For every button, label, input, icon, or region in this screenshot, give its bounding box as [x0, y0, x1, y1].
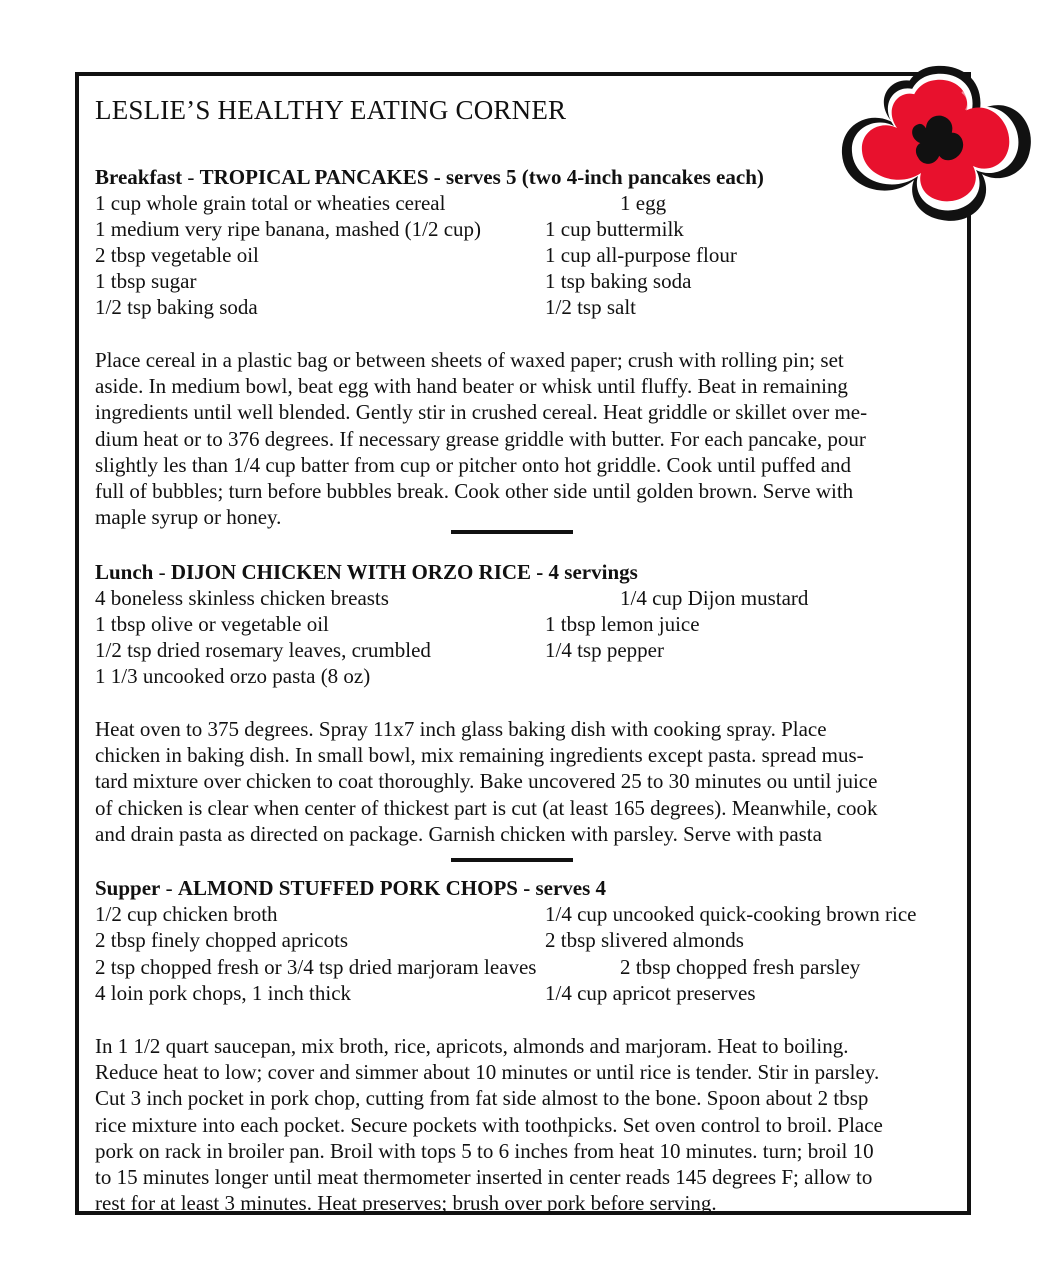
breakfast-directions: [95, 347, 965, 530]
section-divider: [451, 858, 573, 862]
ingredient-left: 1 medium very ripe banana, mashed (1/2 cup): [95, 217, 482, 241]
ingredient-left: 1 tbsp olive or vegetable oil: [95, 612, 329, 636]
dish-name: ALMOND STUFFED PORK CHOPS: [177, 876, 518, 900]
direction-line: tard mixture over chicken to coat thoroughly. Bake uncovered 25 to 30 minutes ou until juice: [95, 769, 878, 794]
direction-line: In 1 1/2 quart saucepan, mix broth, rice, apricots, almonds and marjoram. Heat to boiling.: [95, 1034, 849, 1058]
direction-line: to 15 minutes longer until meat thermometer inserted in center reads 145 degrees F; allow to: [95, 1165, 873, 1190]
direction-line: of chicken is clear when center of thickest part is cut (at least 165 degrees). Meanwhile, cook: [95, 795, 878, 820]
ingredient-left: 1/2 tsp dried rosemary leaves, crumbled: [95, 638, 431, 662]
direction-line: Cut 3 inch pocket in pork chop, cutting from fat side almost to the bone. Spoon about 2 tbsp: [95, 1086, 869, 1111]
serving-info: - serves 4: [517, 876, 607, 900]
direction-line: chicken in baking dish. In small bowl, mix remaining ingredients except pasta. spread mus-: [95, 743, 864, 768]
lunch-heading: [95, 559, 638, 585]
ingredient-left: 1/2 cup chicken broth: [95, 902, 278, 926]
ingredient-right: 1 cup all-purpose flour: [545, 243, 737, 267]
ingredient-left: 1/2 tsp baking soda: [95, 295, 258, 319]
meal-label: Breakfast: [95, 165, 183, 189]
ingredient-left: 2 tsp chopped fresh or 3/4 tsp dried marjoram leaves: [95, 955, 537, 979]
ingredient-right: 1 tsp baking soda: [545, 269, 692, 293]
lunch-directions: [95, 716, 965, 847]
ingredient-left: 1 1/3 uncooked orzo pasta (8 oz): [95, 664, 371, 688]
direction-line: dium heat or to 376 degrees. If necessary grease griddle with butter. For each pancake, pour: [95, 426, 866, 451]
supper-heading: [95, 875, 606, 901]
separator: -: [160, 876, 178, 900]
supper-directions: [95, 1033, 965, 1216]
ingredient-left: 2 tbsp vegetable oil: [95, 243, 259, 267]
ingredient-right: 1 cup buttermilk: [545, 217, 684, 241]
meal-label: Lunch: [95, 560, 154, 584]
direction-line: rice mixture into each pocket. Secure pockets with toothpicks. Set oven control to broil. Place: [95, 1112, 883, 1137]
ingredient-left: 1 cup whole grain total or wheaties cereal: [95, 191, 446, 215]
section-divider: [451, 530, 573, 534]
page-title: LESLIE’S HEALTHY EATING CORNER: [95, 95, 567, 125]
ingredient-left: 4 loin pork chops, 1 inch thick: [95, 981, 352, 1005]
ingredient-right: 2 tbsp slivered almonds: [545, 928, 744, 952]
ingredient-left: 4 boneless skinless chicken breasts: [95, 586, 389, 610]
ingredient-right: 1/4 cup Dijon mustard: [620, 586, 809, 610]
direction-line: maple syrup or honey.: [95, 505, 282, 530]
dish-name: TROPICAL PANCAKES: [199, 165, 429, 189]
breakfast-heading: [95, 164, 764, 190]
poppy-flower-icon: [826, 58, 1038, 228]
ingredient-right: 1/4 tsp pepper: [545, 638, 664, 662]
direction-line: Reduce heat to low; cover and simmer about 10 minutes or until rice is tender. Stir in parsley.: [95, 1060, 880, 1085]
direction-line: aside. In medium bowl, beat egg with hand beater or whisk until fluffy. Beat in remaining: [95, 374, 848, 399]
separator: -: [153, 560, 171, 584]
ingredient-left: 2 tbsp finely chopped apricots: [95, 928, 349, 952]
direction-line: slightly les than 1/4 cup batter from cup or pitcher onto hot griddle. Cook until puffed and: [95, 452, 852, 477]
meal-label: Supper: [95, 876, 161, 900]
ingredient-right: 1/2 tsp salt: [545, 295, 637, 319]
direction-line: rest for at least 3 minutes. Heat preserves; brush over pork before serving.: [95, 1191, 717, 1216]
ingredient-right: 1 egg: [620, 191, 667, 215]
direction-line: pork on rack in broiler pan. Broil with tops 5 to 6 inches from heat 10 minutes. turn; broil 10: [95, 1138, 874, 1163]
serving-info: - serves 5 (two 4-inch pancakes each): [428, 165, 764, 189]
ingredient-right: 2 tbsp chopped fresh parsley: [620, 955, 861, 979]
direction-line: and drain pasta as directed on package. Garnish chicken with parsley. Serve with pasta: [95, 821, 822, 846]
ingredient-left: 1 tbsp sugar: [95, 269, 197, 293]
direction-line: Place cereal in a plastic bag or between sheets of waxed paper; crush with rolling pin; set: [95, 348, 844, 372]
serving-info: - 4 servings: [531, 560, 638, 584]
direction-line: Heat oven to 375 degrees. Spray 11x7 inch glass baking dish with cooking spray. Place: [95, 717, 827, 741]
separator: -: [182, 165, 200, 189]
ingredient-right: 1/4 cup apricot preserves: [545, 981, 756, 1005]
direction-line: ingredients until well blended. Gently stir in crushed cereal. Heat griddle or skillet over me-: [95, 400, 868, 425]
direction-line: full of bubbles; turn before bubbles break. Cook other side until golden brown. Serve with: [95, 479, 854, 504]
dish-name: DIJON CHICKEN WITH ORZO RICE: [170, 560, 532, 584]
ingredient-right: 1 tbsp lemon juice: [545, 612, 700, 636]
ingredient-right: 1/4 cup uncooked quick-cooking brown rice: [545, 902, 917, 926]
